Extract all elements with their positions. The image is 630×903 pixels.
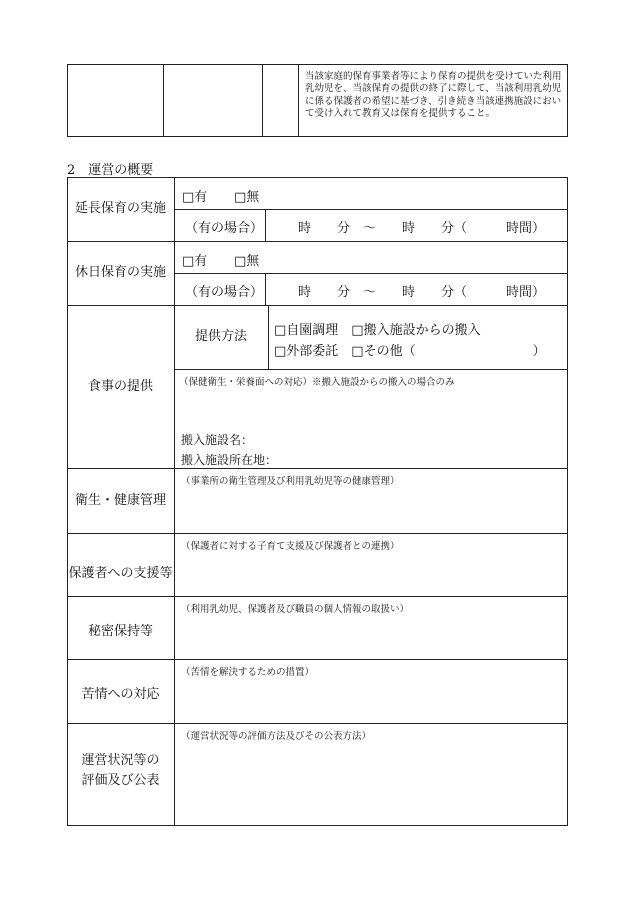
holiday-care-label: 休日保育の実施	[74, 265, 166, 281]
meals-label: 食事の提供	[87, 378, 153, 394]
meals-subdivider	[268, 305, 269, 369]
evaluation-label-line2: 評価及び公表	[81, 772, 160, 788]
extended-care-yes-checkbox[interactable]: □有	[182, 190, 208, 205]
evaluation-label-line1: 運営状況等の	[81, 753, 160, 768]
meals-method-options-2[interactable]: □外部委託 □その他（ ）	[274, 344, 546, 359]
label-column-divider	[174, 177, 175, 826]
extended-care-subdivider	[265, 209, 266, 241]
extended-care-no-checkbox[interactable]: □無	[234, 190, 260, 205]
holiday-care-subdivider	[174, 273, 568, 274]
extended-care-time-field[interactable]: 時 分 ～ 時 分（ 時間）	[298, 221, 546, 236]
evaluation-note: （運営状況等の評価方法及びその公表方法）	[181, 731, 372, 742]
holiday-care-no-checkbox[interactable]: □無	[234, 254, 260, 269]
meals-subdivider	[174, 369, 568, 370]
complaints-note: （苦情を解決するための措置）	[181, 667, 315, 678]
hygiene-note: （事業所の衛生管理及び利用乳幼児等の健康管理）	[181, 476, 400, 487]
holiday-care-yes-checkbox[interactable]: □有	[182, 254, 208, 269]
evaluation-label	[67, 723, 174, 826]
complaints-label: 苦情への対応	[81, 687, 160, 703]
meals-facility-address[interactable]: 搬入施設所在地：	[181, 453, 278, 467]
holiday-care-if-yes: （有の場合）	[185, 285, 264, 300]
meals-note: （保健衛生・栄養面への対応）※搬入施設からの搬入の場合のみ	[179, 377, 455, 388]
top-table-divider	[262, 64, 263, 137]
top-table-divider	[163, 64, 164, 137]
holiday-care-subdivider	[265, 273, 266, 305]
hygiene-label: 衛生・健康管理	[74, 492, 166, 508]
top-table-divider	[298, 64, 299, 137]
meals-method-options-1[interactable]: □自園調理 □搬入施設からの搬入	[274, 323, 481, 338]
section-title: 2 運営の概要	[67, 163, 154, 178]
extended-care-subdivider	[174, 209, 568, 210]
meals-facility-name[interactable]: 搬入施設名：	[181, 433, 254, 447]
extended-care-if-yes: （有の場合）	[185, 221, 264, 236]
meals-method-label: 提供方法	[194, 329, 247, 345]
top-table-text: 当該家庭的保育事業者等により保育の提供を受けていた利用乳幼児を、当該保育の提供の終了に際して、当該利用乳幼児に係る保護者の希望に基づき、引き続き当該連携施設において受け入れて教育又は保育を提供すること。	[305, 71, 562, 120]
holiday-care-time-field[interactable]: 時 分 ～ 時 分（ 時間）	[298, 285, 546, 300]
confidentiality-label: 秘密保持等	[87, 623, 153, 639]
extended-care-label: 延長保育の実施	[74, 201, 166, 217]
guardian-support-label: 保護者への支援等	[68, 565, 173, 581]
confidentiality-note: （利用乳幼児、保護者及び職員の個人情報の取扱い）	[181, 604, 410, 615]
guardian-support-note: （保護者に対する子育て支援及び保護者との連携）	[181, 541, 400, 552]
